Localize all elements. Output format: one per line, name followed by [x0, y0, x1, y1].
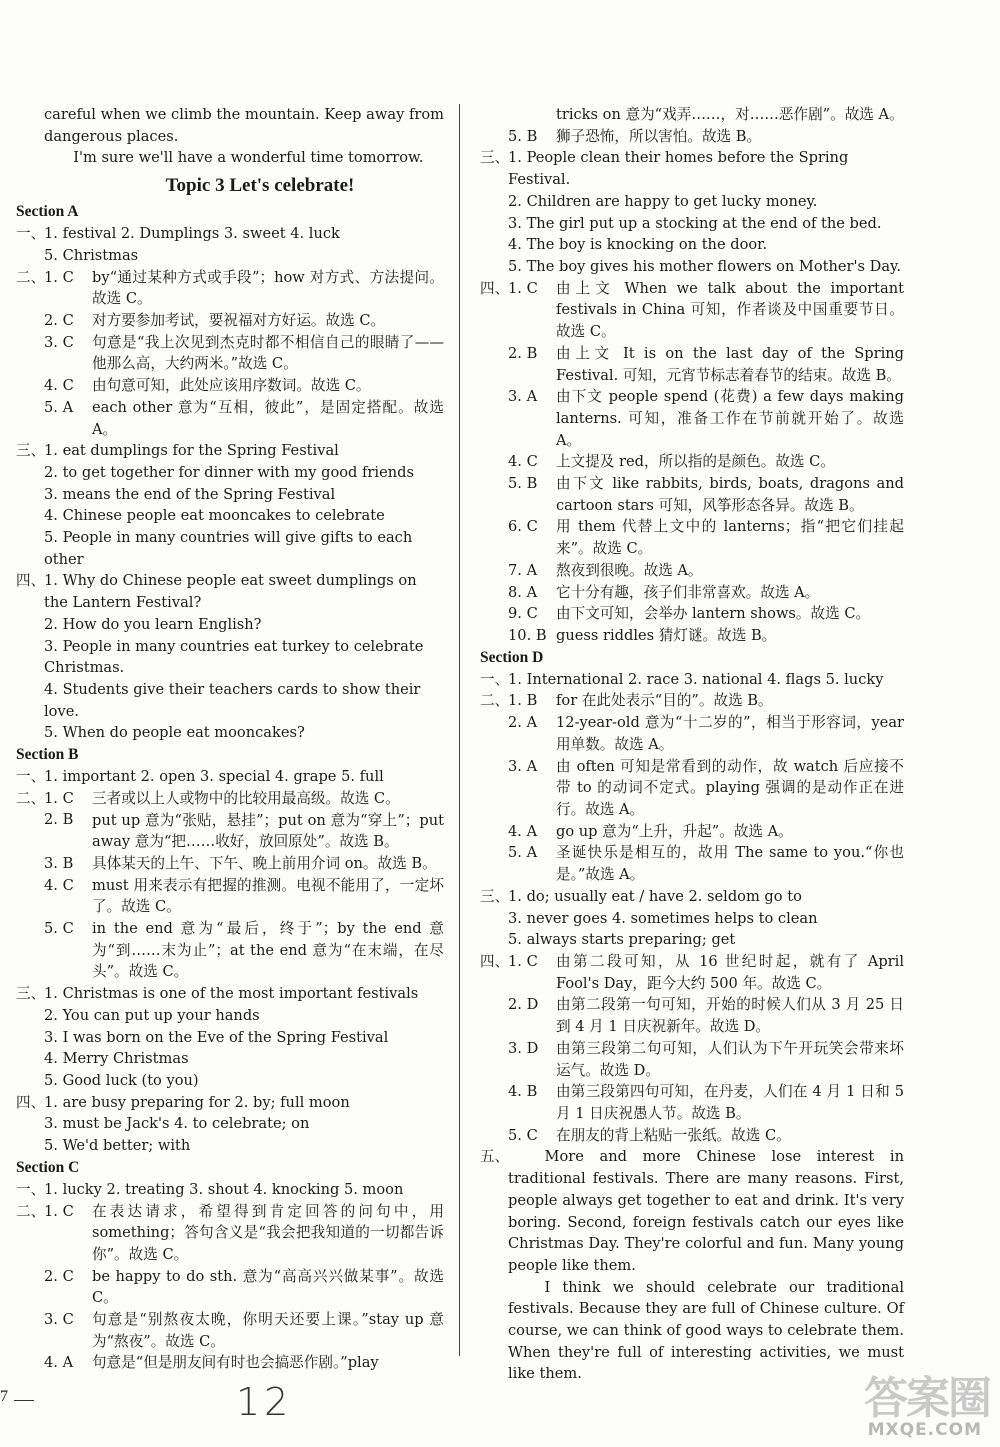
explanation: 由上文 It is on the last day of the Spring Festival. 可知，元宵节标志着春节的结束。故选 B。 [556, 344, 904, 384]
answer-line: 1. are busy preparing for 2. by; full moon [44, 1093, 350, 1111]
explanation: 对方要参加考试，要祝福对方好运。故选 C。 [92, 311, 386, 329]
group-label: 一、 [16, 1180, 46, 1198]
answer-key: 3. A [508, 757, 538, 775]
answer-key: 3. C [44, 1311, 74, 1329]
answer-key: 1. C [508, 279, 538, 297]
watermark [840, 1362, 990, 1442]
group-label: 三、 [16, 985, 46, 1003]
group-label: 一、 [480, 670, 510, 688]
group-label: 三、 [16, 442, 46, 460]
section-b-heading: Section B [16, 746, 79, 764]
explanation: 由上文 When we talk about the important festivals in China 可知，作者谈及中国重要节日。故选 C。 [556, 279, 904, 341]
group-label: 三、 [480, 887, 510, 905]
answer-line: 4. Merry Christmas [44, 1050, 189, 1068]
answer-key: 2. D [508, 996, 539, 1014]
essay-para-1: More and more Chinese lose interest in traditional festivals. There are many reasons. First, people always get together to eat and drink. It's very boring. Second, foreign festivals catch our eyes like Christmas Day. They're colorful and fun. Many young people like them. [508, 1148, 904, 1274]
c-group-2 [16, 1201, 444, 1375]
answer-line: 5. We'd better; with [44, 1137, 191, 1155]
explanation: 用 them 代替上文中的 lanterns；指“把它们挂起来”。故选 C。 [556, 518, 904, 558]
explanation: 12-year-old 意为“十二岁的”，相当于形容词，year 用单数。故选 A。 [556, 714, 904, 753]
page-number-rule [14, 1400, 34, 1401]
group-label: 二、 [480, 692, 510, 710]
answer-key: 5. B [508, 475, 538, 493]
answer-key: 8. A [508, 583, 538, 601]
answer-key: 5. C [508, 1126, 538, 1144]
answer-key: 2. C [44, 1267, 74, 1285]
explanation: 由句意可知，此处应该用序数词。故选 C。 [92, 377, 371, 395]
answer-line: 5. Good luck (to you) [44, 1071, 199, 1089]
intro-para-2: I'm sure we'll have a wonderful time tomorrow. [73, 149, 424, 167]
explanation: 由下文 people spend (花费) a few days making lanterns. 可知，准备工作在节前就开始了。故选 A。 [556, 388, 904, 449]
d-group-3 [480, 886, 904, 951]
explanation: 由下文可知，会举办 lantern shows。故选 C。 [556, 605, 871, 623]
answer-line: 1. festival 2. Dumplings 3. sweet 4. luck [44, 225, 340, 243]
intro-para-1: careful when we climb the mountain. Keep away from dangerous places. [44, 106, 444, 145]
answer-line: 1. important 2. open 3. special 4. grape 5. full [44, 768, 384, 786]
answer-key: 3. A [508, 388, 538, 406]
explanation: 上文提及 red，所以指的是颜色。故选 C。 [556, 453, 835, 471]
answer-line: 4. Students give their teachers cards to show their love. [44, 680, 421, 720]
c-group-4 [480, 278, 904, 647]
group-label: 一、 [16, 768, 46, 786]
answer-line: 3. means the end of the Spring Festival [44, 485, 336, 503]
explanation: put up 意为“张贴，悬挂”；put on 意为“穿上”；put away 意为“把……收好，放回原处”。故选 B。 [92, 811, 444, 851]
explanation: be happy to do sth. 意为“高高兴兴做某事”。故选 C。 [92, 1267, 444, 1307]
section-a-heading: Section A [16, 203, 79, 221]
answer-line: 2. Children are happy to get lucky money. [508, 192, 818, 210]
answer-line: 1. International 2. race 3. national 4. flags 5. lucky [508, 670, 884, 688]
b-group-4 [16, 1092, 444, 1157]
explanation: must 用来表示有把握的推测。电视不能用了，一定坏了。故选 C。 [92, 876, 444, 916]
watermark-logo: 答案圈 [864, 1373, 990, 1424]
answer-line: 5. Christmas [44, 246, 139, 264]
b-group-3 [16, 983, 444, 1092]
explanation: each other 意为“互相，彼此”，是固定搭配。故选 A。 [92, 398, 444, 438]
answer-key: 3. D [508, 1039, 539, 1057]
answer-key: 1. C [508, 952, 538, 970]
c-group-3 [480, 147, 904, 277]
answer-key: 4. A [44, 1354, 74, 1372]
group-label: 五、 [480, 1148, 510, 1166]
answer-line: 1. Why do Chinese people eat sweet dumplings on the Lantern Festival? [44, 572, 417, 612]
answer-line: 3. The girl put up a stocking at the end of the bed. [508, 214, 882, 232]
answer-line: 2. How do you learn English? [44, 615, 262, 633]
explanation: 三者或以上人或物中的比较用最高级。故选 C。 [92, 789, 400, 807]
answer-line: 1. eat dumplings for the Spring Festival [44, 442, 339, 460]
left-column [16, 104, 444, 1374]
answer-line: 4. The boy is knocking on the door. [508, 236, 768, 254]
answer-key: 1. B [508, 692, 538, 710]
explanation: 圣诞快乐是相互的，故用 The same to you.“你也是。”故选 A。 [556, 844, 904, 884]
answer-key: 9. C [508, 605, 538, 623]
explanation: 由第二段第一句可知，开始的时候人们从 3 月 25 日到 4 月 1 日庆祝新年。故选 D。 [556, 996, 904, 1036]
answer-key: 4. A [508, 822, 538, 840]
right-column [480, 104, 904, 1385]
d-group-2 [480, 690, 904, 885]
group-label: 一、 [16, 225, 46, 243]
answer-key: 2. B [508, 344, 538, 362]
answer-line: 3. never goes 4. sometimes helps to clean [508, 909, 818, 927]
explanation: 由下文 like rabbits, birds, boats, dragons and cartoon stars 可知，风筝形态各异。故选 B。 [556, 475, 904, 514]
explanation: 由第二段可知，从 16 世纪时起，就有了 April Fool's Day，距今大约 500 年。故选 C。 [556, 953, 904, 992]
topic-title: Topic 3 Let's celebrate! [165, 175, 355, 197]
explanation: guess riddles 猜灯谜。故选 B。 [556, 627, 777, 645]
explanation: go up 意为“上升，升起”。故选 A。 [556, 822, 793, 840]
explanation: 由第三段第二句可知，人们认为下午开玩笑会带来坏运气。故选 D。 [556, 1039, 904, 1079]
page-number: 7 [0, 1388, 8, 1405]
answer-line: 2. You can put up your hands [44, 1006, 260, 1024]
answer-line: 3. I was born on the Eve of the Spring Festival [44, 1028, 389, 1046]
explanation-continued: tricks on 意为“戏弄……，对……恶作剧”。故选 A。 [556, 106, 904, 124]
answer-key: 4. C [508, 453, 538, 471]
answer-key: 1. C [44, 1202, 74, 1220]
explanation: 在表达请求，希望得到肯定回答的问句中，用 something；答句含义是“我会把我知道的一切都告诉你”。故选 C。 [92, 1202, 444, 1263]
answer-key: 2. A [508, 714, 538, 732]
group-label: 二、 [16, 789, 46, 807]
answer-line: 1. do; usually eat / have 2. seldom go to [508, 887, 802, 905]
answer-key: 5. C [44, 920, 74, 938]
c-group-1 [16, 1179, 444, 1201]
explanation: in the end 意为“最后，终于”；by the end 意为“到……末为止”；at the end 意为“在末端，在尽头”。故选 C。 [92, 920, 444, 981]
group-label: 四、 [16, 572, 46, 590]
explanation: by“通过某种方式或手段”；how 对方式、方法提问。故选 C。 [92, 268, 444, 308]
a-group-1 [16, 223, 444, 266]
answer-line: 1. People clean their homes before the Spring Festival. [508, 149, 849, 189]
group-label: 四、 [16, 1093, 46, 1111]
a-group-4 [16, 570, 444, 744]
group-label: 四、 [480, 952, 510, 970]
explanation: 在朋友的背上粘贴一张纸。故选 C。 [556, 1126, 791, 1144]
answer-key: 5. A [508, 844, 538, 862]
a-group-3 [16, 440, 444, 570]
answer-line: 1. Christmas is one of the most important festivals [44, 985, 419, 1003]
answer-key: 1. C [44, 789, 74, 807]
answer-key: 6. C [508, 518, 538, 536]
answer-line: 5. The boy gives his mother flowers on Mother's Day. [508, 257, 902, 275]
answer-line: 3. People in many countries eat turkey to celebrate Christmas. [44, 637, 424, 677]
explanation: 句意是“但是朋友间有时也会搞恶作剧。”play [92, 1354, 379, 1372]
essay-para-2: I think we should celebrate our traditional festivals. Because they are full of Chinese culture. Of course, we can think of good ways to celebrate them. When they're full of interesting activities, we must like them. [508, 1278, 904, 1383]
answer-key: 4. C [44, 377, 74, 395]
b-group-2 [16, 788, 444, 983]
d-group-4 [480, 951, 904, 1146]
answer-key: 2. C [44, 311, 74, 329]
answer-key: 2. B [44, 811, 74, 829]
answer-line: 5. always starts preparing; get [508, 931, 736, 949]
explanation: 句意是“我上次见到杰克时都不相信自己的眼睛了——他那么高，大约两米。”故选 C。 [92, 333, 444, 373]
section-d-heading: Section D [480, 648, 544, 666]
answer-line: 4. Chinese people eat mooncakes to celebrate [44, 507, 385, 525]
answer-key: 5. B [508, 127, 538, 145]
group-label: 三、 [480, 149, 510, 167]
group-label: 四、 [480, 279, 510, 297]
answer-key: 4. B [508, 1083, 538, 1101]
answer-line: 3. must be Jack's 4. to celebrate; on [44, 1115, 310, 1133]
explanation: 由 often 可知是常看到的动作，故 watch 后应接不带 to 的动词不定式。playing 强调的是动作正在进行。故选 A。 [556, 757, 904, 819]
answer-line: 5. People in many countries will give gifts to each other [44, 529, 413, 568]
explanation: for 在此处表示“目的”。故选 B。 [556, 692, 773, 710]
explanation: 狮子恐怖，所以害怕。故选 B。 [556, 127, 762, 145]
answer-key: 3. C [44, 333, 74, 351]
section-c-heading: Section C [16, 1158, 80, 1176]
explanation: 熬夜到很晚。故选 A。 [556, 561, 703, 579]
d-group-5-essay [480, 1146, 904, 1385]
a-group-2 [16, 267, 444, 441]
explanation: 句意是“别熬夜太晚，你明天还要上课。”stay up 意为“熬夜”。故选 C。 [92, 1311, 444, 1350]
answer-key: 4. C [44, 876, 74, 894]
d-group-1 [480, 669, 904, 691]
group-label: 二、 [16, 268, 46, 286]
answer-key: 3. B [44, 854, 74, 872]
answer-line: 2. to get together for dinner with my good friends [44, 463, 414, 481]
explanation: 它十分有趣，孩子们非常喜欢。故选 A。 [556, 583, 820, 601]
explanation: 具体某天的上午、下午、晚上前用介词 on。故选 B。 [92, 854, 437, 872]
answer-key: 10. B [508, 627, 547, 645]
answer-line: 5. When do people eat mooncakes? [44, 724, 305, 742]
group-label: 二、 [16, 1202, 46, 1220]
handwritten-number: 12 [236, 1380, 293, 1424]
b-group-1 [16, 766, 444, 788]
answer-key: 1. C [44, 268, 74, 286]
watermark-url: MXQE.COM [867, 1420, 982, 1440]
answer-key: 5. A [44, 398, 74, 416]
answer-line: 1. lucky 2. treating 3. shout 4. knocking 5. moon [44, 1180, 404, 1198]
explanation: 由第三段第四句可知，在丹麦，人们在 4 月 1 日和 5 月 1 日庆祝愚人节。故选 B。 [556, 1083, 904, 1122]
answer-key: 7. A [508, 561, 538, 579]
column-divider [459, 104, 460, 1356]
